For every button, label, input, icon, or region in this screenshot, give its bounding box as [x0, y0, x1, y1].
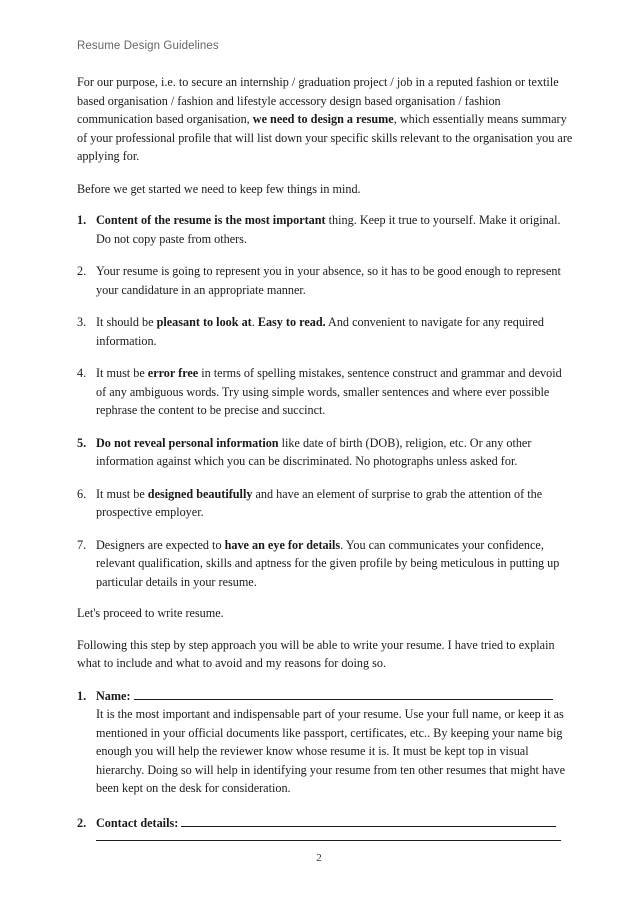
guideline-pre: It must be	[96, 486, 148, 501]
guideline-bold: Do not reveal personal information	[96, 435, 279, 450]
guideline-bold: pleasant to look at	[156, 315, 252, 329]
before-paragraph: Before we get started we need to keep few things in mind.	[77, 181, 361, 196]
guideline-text: . You can communicates your confidence, relevant qualification, skills and aptness for the given profile by being meticulous in putting up particular details in your resume.	[96, 537, 560, 589]
guideline-mid: .	[251, 315, 258, 329]
proceed-paragraph: Let's proceed to write resume.	[77, 606, 224, 620]
guideline-bold: Easy to read.	[257, 315, 326, 329]
intro-text-2: , which essentially means summary of your professional profile that will list down your specific skills relevant to the organisation you are applying for.	[77, 112, 573, 163]
guideline-text: like date of birth (DOB), religion, etc. Or any other information against which you can be discriminated. No photographs unless asked for.	[96, 435, 532, 468]
guideline-item	[77, 434, 573, 471]
section-item-contact	[77, 814, 573, 842]
approach-paragraph: Following this step by step approach you will be able to write your resume. I have tried to explain what to include and what to avoid and my reasons for doing so.	[77, 637, 555, 670]
list-number: 6.	[77, 486, 87, 501]
list-number: 1.	[77, 213, 87, 227]
guideline-bold: designed beautifully	[147, 486, 253, 501]
guideline-bold: Content of the resume is the most important	[96, 213, 326, 227]
guideline-text: Your resume is going to represent you in your absence, so it has to be good enough to represent your candidature in an appropriate manner.	[96, 264, 561, 297]
intro-bold: we need to design a resume	[252, 112, 394, 126]
guideline-item	[77, 364, 573, 420]
resume-sections-list	[77, 687, 573, 842]
list-number: 1.	[77, 688, 87, 703]
fill-in-line	[181, 814, 556, 827]
guideline-text: in terms of spelling mistakes, sentence construct and grammar and devoid of any ambiguous words. Try using simple words, smaller sentences and where ever possible rephrase the content to be precise and succinct.	[96, 366, 562, 417]
guideline-pre: It must be	[96, 366, 148, 380]
list-number: 2.	[77, 264, 87, 278]
guidelines-list	[77, 211, 573, 591]
list-number: 7.	[77, 537, 87, 552]
page-number: 2	[316, 852, 322, 864]
guideline-pre: It should be	[96, 315, 157, 329]
page-body	[77, 73, 573, 857]
guideline-item	[77, 536, 573, 592]
list-number: 3.	[77, 315, 87, 329]
guideline-pre: Designers are expected to	[96, 537, 225, 552]
guideline-bold: error free	[147, 366, 199, 380]
guideline-item	[77, 211, 573, 248]
guideline-item	[77, 485, 573, 522]
guideline-text: thing. Keep it true to yourself. Make it original. Do not copy paste from others.	[96, 213, 561, 246]
running-header: Resume Design Guidelines	[77, 40, 219, 52]
list-number: 2.	[77, 815, 87, 830]
guideline-item	[77, 313, 573, 350]
guideline-text: and have an element of surprise to grab the attention of the prospective employer.	[96, 486, 543, 519]
fill-in-line	[134, 687, 553, 700]
guideline-item	[77, 262, 573, 299]
list-number: 4.	[77, 366, 87, 380]
section-label: Name:	[96, 688, 131, 703]
section-label: Contact details:	[96, 815, 179, 830]
section-text: It is the most important and indispensable part of your resume. Use your full name, or keep it as mentioned in your official documents like passport, certificates, etc.. By keeping your name big enough you will help the reviewer know whose resume it is. It must be kept top in visual hierarchy. Doing so will help in identifying your resume from ten other resumes that might have been kept on the desk for consideration.	[96, 707, 565, 795]
fill-in-line	[96, 832, 561, 841]
intro-paragraph	[77, 73, 573, 166]
section-item-name	[77, 687, 573, 798]
guideline-bold: have an eye for details	[224, 537, 341, 552]
intro-text-1: For our purpose, i.e. to secure an internship / graduation project / job in a reputed fashion or textile based organisation / fashion and lifestyle accessory design based organisation / fashion communication based organisation,	[77, 75, 559, 126]
list-number: 5.	[77, 435, 87, 450]
guideline-text: And convenient to navigate for any required information.	[96, 315, 544, 348]
